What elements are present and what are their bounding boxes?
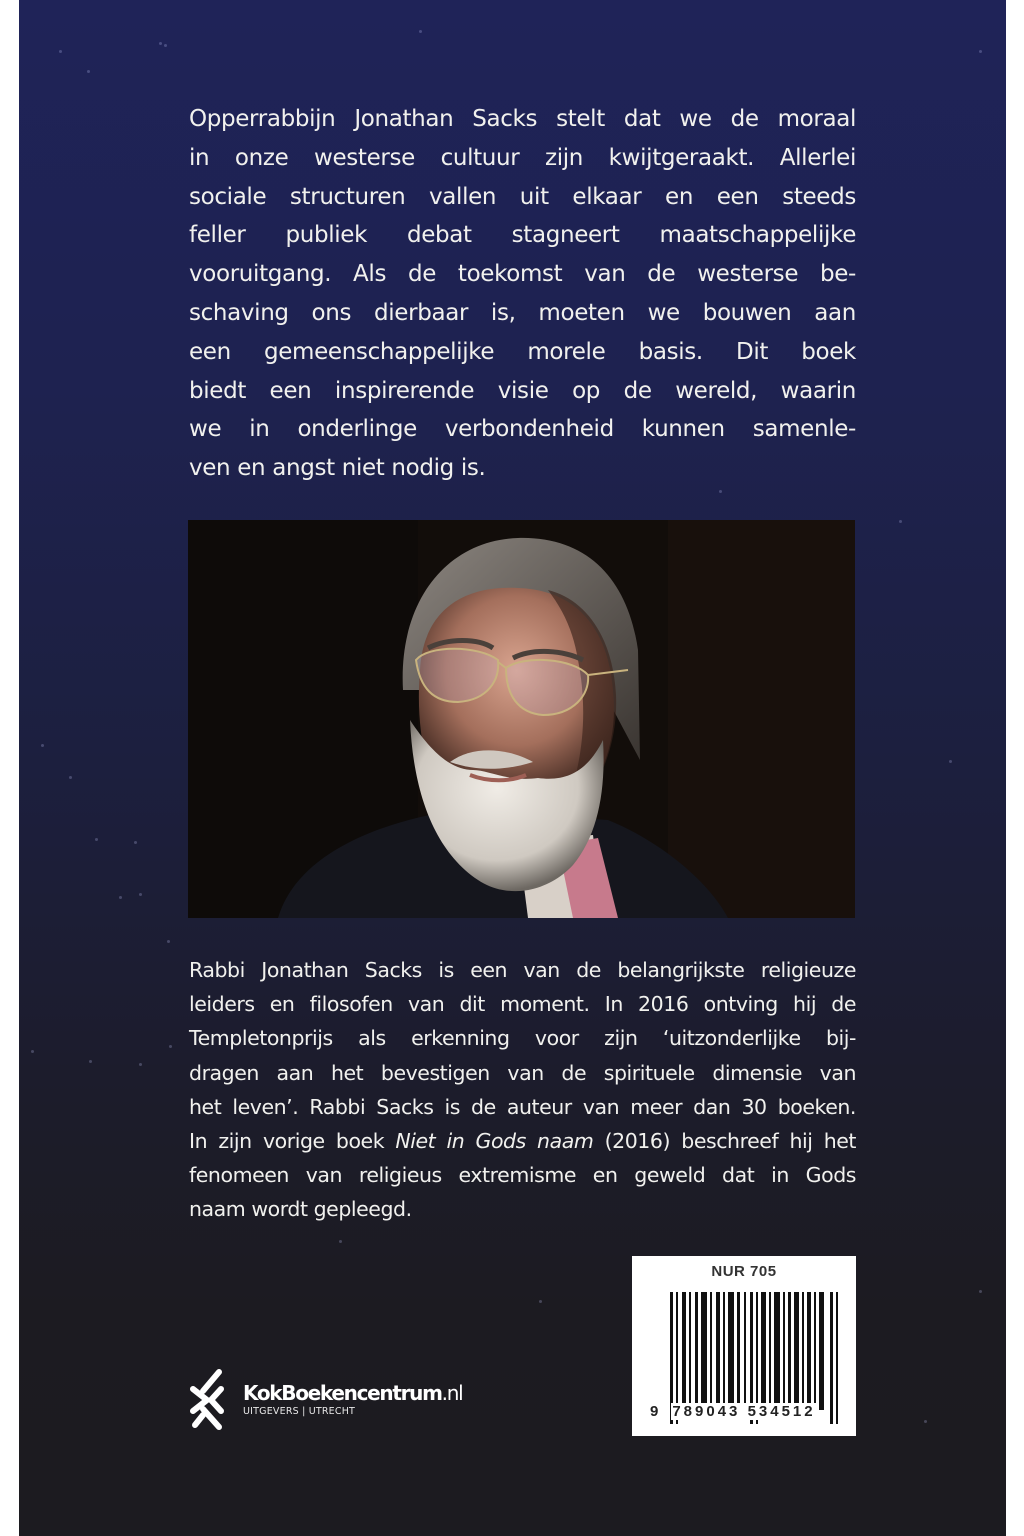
publisher-logo (185, 1364, 462, 1436)
bio-line: Rabbi Jonathan Sacks is een van de belangrijkste religieuze (189, 958, 856, 982)
blurb-line: biedt een inspirerende visie op de wereld, waarin (189, 377, 856, 404)
book-back-cover (19, 0, 1006, 1536)
blurb-line: in onze westerse cultuur zijn kwijtgeraakt. Allerlei (189, 144, 856, 171)
previous-book-title: Niet in Gods naam (395, 1129, 594, 1154)
isbn-digits: 789043 534512 (672, 1403, 816, 1420)
bio-text: In zijn vorige boek (189, 1129, 396, 1154)
blurb-line: een gemeenschappelijke morele basis. Dit boek (189, 338, 856, 365)
publisher-tld: .nl (441, 1381, 463, 1405)
isbn-barcode (632, 1256, 856, 1436)
bio-line: leiders en filosofen van dit moment. In 2016 ontving hij de (189, 992, 856, 1017)
nur-code: NUR 705 (711, 1263, 777, 1280)
bio-line: het leven’. Rabbi Sacks is de auteur van meer dan 30 boeken. (189, 1094, 856, 1119)
author-portrait-photo (188, 520, 855, 918)
isbn-prefix: 9 (650, 1403, 662, 1420)
isbn-number (650, 1403, 850, 1420)
blurb-line: ven en angst niet nodig is. (189, 455, 486, 482)
publisher-name: KokBoekencentrum (243, 1381, 442, 1405)
kokboekencentrum-logo-icon (185, 1367, 229, 1433)
blurb-paragraph (189, 100, 856, 488)
portrait-illustration (188, 520, 855, 918)
author-bio-paragraph (189, 953, 856, 1227)
blurb-line: sociale structuren vallen uit elkaar en een steeds (189, 183, 856, 210)
blurb-line: schaving ons dierbaar is, moeten we bouwen aan (189, 299, 856, 326)
bio-line: naam wordt gepleegd. (189, 1197, 412, 1222)
blurb-line: Opperrabbijn Jonathan Sacks stelt dat we de moraal (189, 106, 856, 132)
bio-line: Templetonprijs als erkenning voor zijn ‘uitzonderlijke bij- (189, 1026, 856, 1051)
publisher-subtitle: UITGEVERS | UTRECHT (243, 1406, 356, 1417)
blurb-line: feller publiek debat stagneert maatschappelijke (189, 222, 856, 249)
blurb-line: we in onderlinge verbondenheid kunnen samenle- (189, 416, 856, 443)
blurb-line: vooruitgang. Als de toekomst van de westerse be- (189, 261, 856, 288)
bio-line: dragen aan het bevestigen van de spirituele dimensie van (189, 1060, 856, 1085)
bio-line: fenomeen van religieus extremisme en geweld dat in Gods (189, 1163, 856, 1188)
bio-text: (2016) beschreef hij het (593, 1129, 856, 1154)
bio-line (189, 1124, 856, 1158)
